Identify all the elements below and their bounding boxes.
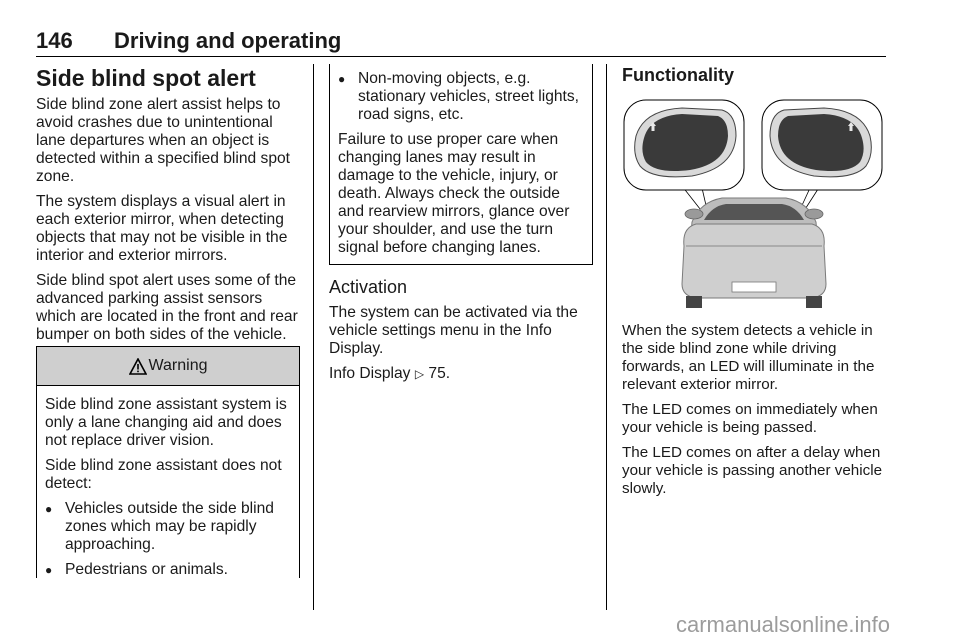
section-title: Side blind spot alert — [36, 65, 256, 91]
warning-triangle-icon — [129, 358, 147, 375]
right-mirror-icon — [762, 100, 882, 190]
warning-bullet: ● Non-moving objects, e.g. stationary vehicles, street lights, road signs, etc. — [338, 70, 584, 124]
warning-header — [37, 346, 299, 386]
chapter-title: Driving and operating — [114, 28, 342, 53]
functionality-title: Functionality — [622, 65, 734, 85]
activation-title: Activation — [329, 277, 408, 297]
activation-paragraph: The system can be activated via the vehicle settings menu in the Info Display. — [329, 304, 578, 357]
paragraph: Side blind spot alert uses some of the advanced parking assist sensors which are located in the front and rear bumper on both sides of the vehicle. — [36, 272, 298, 343]
watermark: carmanualsonline.info — [676, 612, 891, 637]
warning-box — [36, 346, 300, 578]
blind-spot-mirror-illustration — [622, 96, 886, 310]
column-1 — [36, 64, 300, 351]
paragraph: The LED comes on immediately when your vehicle is being passed. — [622, 401, 878, 436]
reference-text: Info Display — [329, 365, 411, 382]
header-rule — [36, 56, 886, 57]
warning-continued-box — [329, 64, 593, 265]
activation-section — [329, 276, 593, 390]
warning-paragraph: Side blind zone assistant system is only a lane changing aid and does not replace driver vision. — [45, 396, 287, 449]
warning-label: Warning — [148, 357, 208, 374]
warning-paragraph: Failure to use proper care when changing lanes may result in damage to the vehicle, injury, or death. Always check the outside and rearview mirrors, glance over your shoulder, and use the turn signal before changing lanes. — [338, 131, 570, 256]
warning-bullet: ● Vehicles outside the side blind zones which may be rapidly approaching. — [45, 500, 291, 554]
page-number: 146 — [36, 28, 73, 53]
warning-bullet: ● Pedestrians or animals. — [45, 561, 291, 579]
page-reference-icon: ▷ — [414, 367, 425, 381]
paragraph: When the system detects a vehicle in the side blind zone while driving forwards, an LED will illuminate in the relevant exterior mirror. — [622, 322, 875, 393]
reference-page: 75. — [428, 365, 451, 382]
page-header — [36, 28, 886, 52]
paragraph: Side blind zone alert assist helps to avoid crashes due to unintentional lane departures when an object is detected within a specified blind spot zone. — [36, 96, 290, 185]
paragraph: The LED comes on after a delay when your vehicle is passing another vehicle slowly. — [622, 444, 883, 497]
car-rear-icon — [682, 198, 826, 308]
column-divider-2 — [606, 64, 607, 610]
warning-paragraph: Side blind zone assistant does not detect: — [45, 457, 282, 492]
paragraph: The system displays a visual alert in each exterior mirror, when detecting objects that may not be visible in the interior and exterior mirrors. — [36, 193, 288, 264]
functionality-text — [622, 322, 886, 505]
activation-reference — [329, 365, 593, 383]
column-divider-1 — [313, 64, 314, 610]
warning-body — [37, 386, 299, 579]
column-3 — [622, 64, 886, 86]
left-mirror-icon — [624, 100, 744, 190]
